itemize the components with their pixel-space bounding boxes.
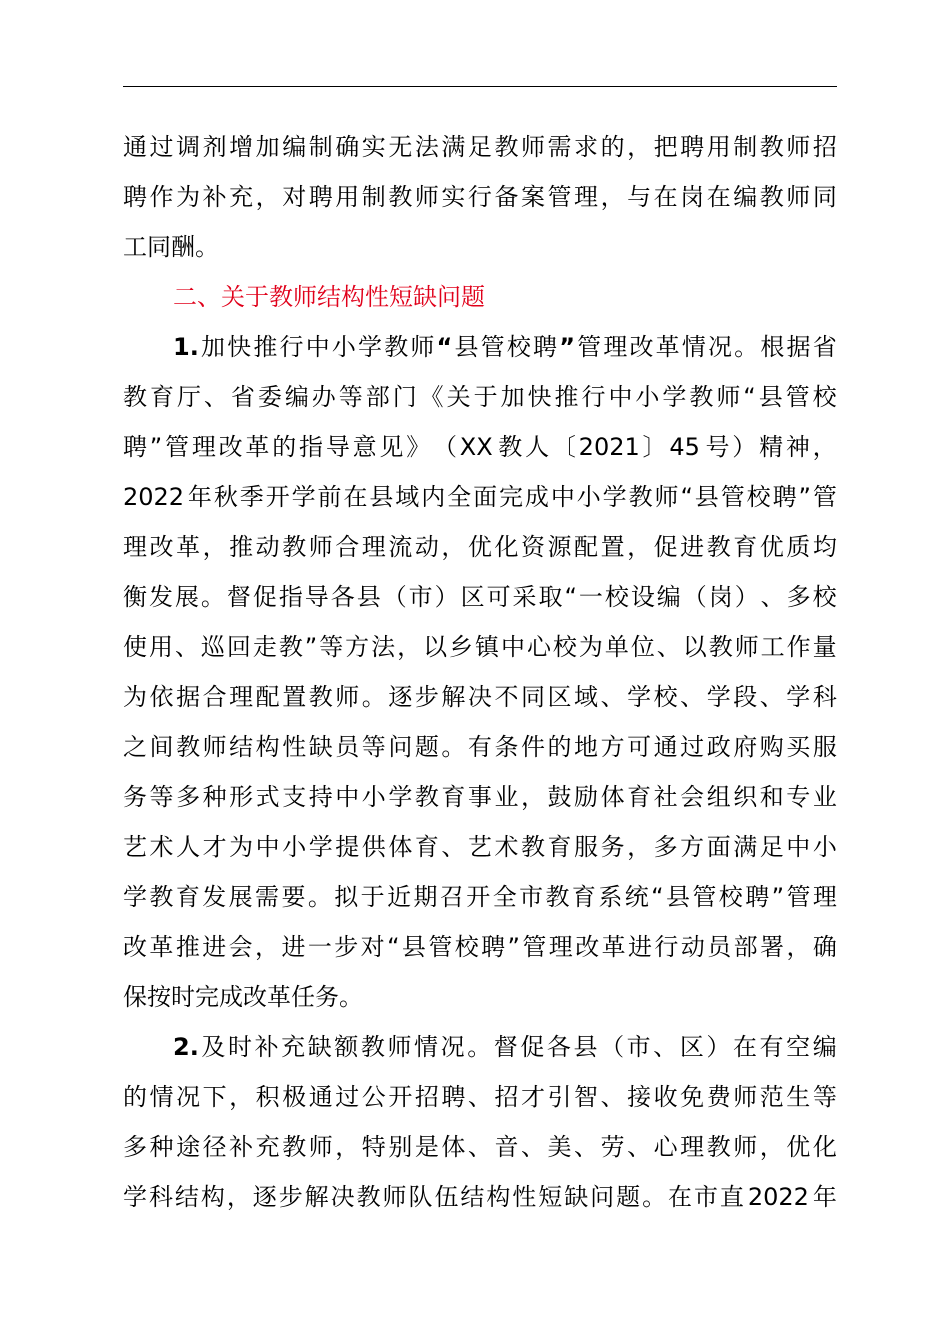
paragraph-line: 改 革 推 进 会 ， 进 一 步 对 “ 县 管 校 聘 ” 管 理 改 革 进 行 动 员 部 署 ， 确 [123,933,837,961]
paragraph-line: 学 科 结 构 ， 逐 步 解 决 教 师 队 伍 结 构 性 短 缺 问 题 。 在 市 直 2022 年 [123,1183,837,1211]
section-heading: 二、关于教师结构性短缺问题 [173,283,485,311]
header-rule [123,86,837,87]
paragraph-line: 艺 术 人 才 为 中 小 学 提 供 体 育 、 艺 术 教 育 服 务 ， 多 方 面 满 足 中 小 [123,833,837,861]
paragraph-line: 之 间 教 师 结 构 性 缺 员 等 问 题 。 有 条 件 的 地 方 可 通 过 政 府 购 买 服 [123,733,837,761]
paragraph-line: 教 育 厅 、 省 委 编 办 等 部 门 《 关 于 加 快 推 行 中 小 学 教 师 “ 县 管 校 [123,383,837,411]
quote-open: “ [436,333,453,361]
quote-close: ” [559,333,575,361]
paragraph-line: 保按时完成改革任务。 [123,983,363,1011]
paragraph-line: 理 改 革 ， 推 动 教 师 合 理 流 动 ， 优 化 资 源 配 置 ， 促 进 教 育 优 质 均 [123,533,837,561]
paragraph-line: 聘 ” 管 理 改 革 的 指 导 意 见 》 （ XX 教 人 〔 2021 〕 45 号 ） 精 神 ， [123,433,837,461]
paragraph-line: 的 情 况 下 ， 积 极 通 过 公 开 招 聘 、 招 才 引 智 、 接 收 免 费 师 范 生 等 [123,1083,837,1111]
paragraph-line: 为 依 据 合 理 配 置 教 师 。 逐 步 解 决 不 同 区 域 、 学 校 、 学 段 、 学 科 [123,683,837,711]
item1-first-line: 1. 加 快 推 行 中 小 学 教 师 “ 县 管 校 聘 ” 管 理 改 革 情 况 。 根 据 省 [173,333,837,361]
paragraph-line: 多 种 途 径 补 充 教 师 ， 特 别 是 体 、 音 、 美 、 劳 、 心 理 教 师 ， 优 化 [123,1133,837,1161]
paragraph-line: 聘 作 为 补 充 ， 对 聘 用 制 教 师 实 行 备 案 管 理 ， 与 在 岗 在 编 教 师 同 [123,183,837,211]
paragraph-line: 衡 发 展 。 督 促 指 导 各 县 （ 市 ） 区 可 采 取 “ 一 校 设 编 （ 岗 ） 、 多 校 [123,583,837,611]
paragraph-line: 通 过 调 剂 增 加 编 制 确 实 无 法 满 足 教 师 需 求 的 ， 把 聘 用 制 教 师 招 [123,133,837,161]
paragraph-line: 务 等 多 种 形 式 支 持 中 小 学 教 育 事 业 ， 鼓 励 体 育 社 会 组 织 和 专 业 [123,783,837,811]
paragraph-line: 使 用 、 巡 回 走 教 ” 等 方 法 ， 以 乡 镇 中 心 校 为 单 位 、 以 教 师 工 作 量 [123,633,837,661]
item2-number: 2. [173,1033,199,1061]
item1-number: 1. [173,333,199,361]
item2-first-line: 2. 及 时 补 充 缺 额 教 师 情 况 。 督 促 各 县 （ 市 、 区 ） 在 有 空 编 [173,1033,837,1061]
paragraph-line: 学 教 育 发 展 需 要 。 拟 于 近 期 召 开 全 市 教 育 系 统 “ 县 管 校 聘 ” 管 理 [123,883,837,911]
paragraph-line: 工同酬。 [123,233,219,261]
paragraph-line: 2022 年 秋 季 开 学 前 在 县 域 内 全 面 完 成 中 小 学 教 师 “ 县 管 校 聘 ” 管 [123,483,837,511]
